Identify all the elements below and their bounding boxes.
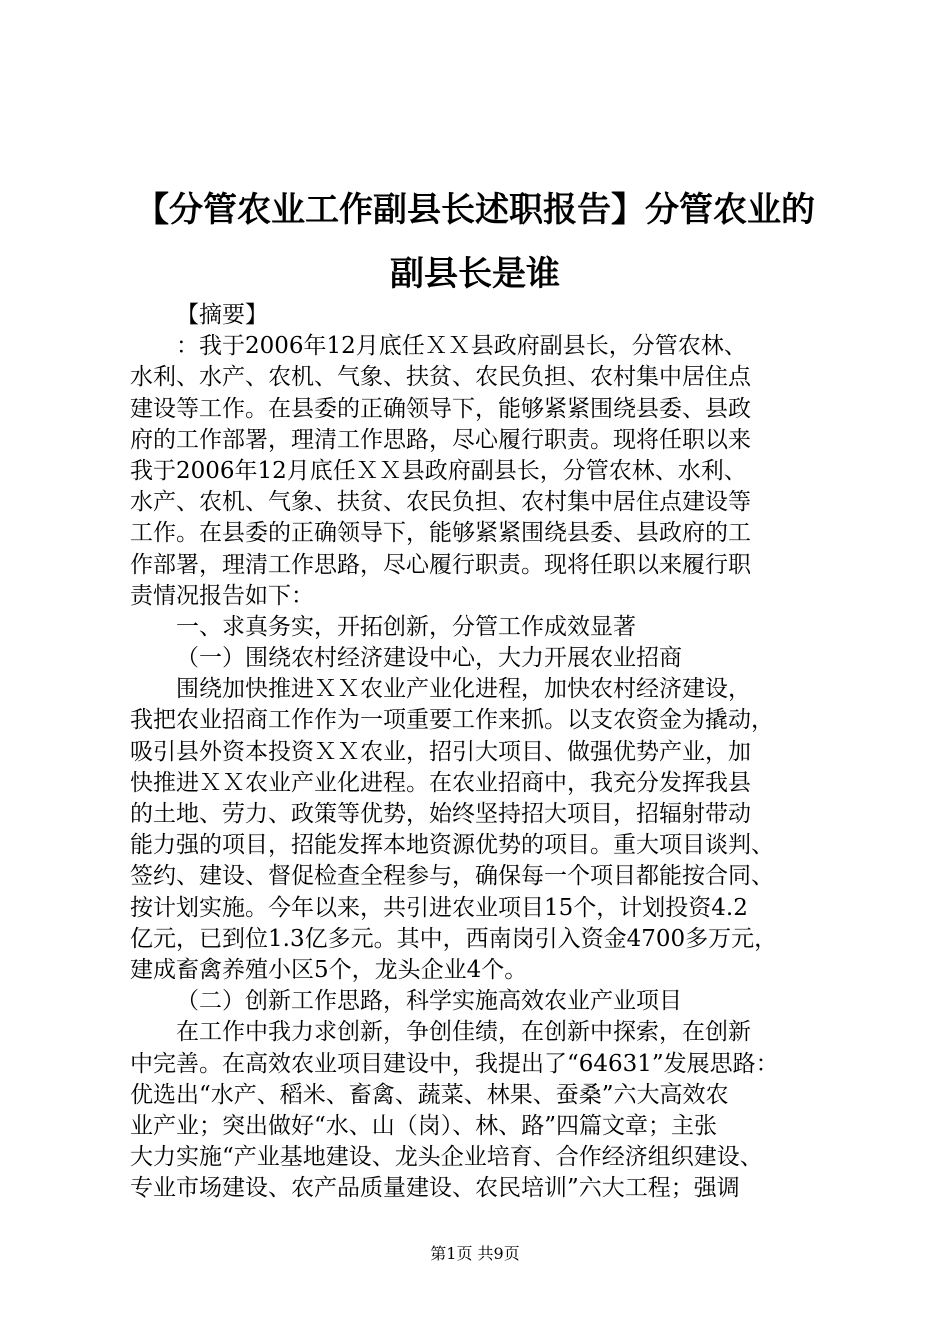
body-line: 工作。在县委的正确领导下，能够紧紧围绕县委、县政府的工 xyxy=(130,520,751,547)
body-line: 围绕加快推进ＸＸ农业产业化进程，加快农村经济建设， xyxy=(176,676,751,703)
title-line-2: 副县长是谁 xyxy=(390,254,560,294)
body-line: 按计划实施。今年以来，共引进农业项目15个，计划投资4.2 xyxy=(130,894,748,921)
body-line: 我于2006年12月底任ＸＸ县政府副县长，分管农林、水利、 xyxy=(130,457,747,484)
subsection-heading: （二）创新工作思路，科学实施高效农业产业项目 xyxy=(176,988,682,1015)
body-line: 中完善。在高效农业项目建设中，我提出了“64631”发展思路： xyxy=(130,1050,779,1077)
body-line: 建成畜禽养殖小区5个，龙头企业4个。 xyxy=(130,956,528,983)
page-number: 第1页 共9页 xyxy=(430,1244,520,1263)
body-line: 作部署，理清工作思路，尽心履行职责。现将任职以来履行职 xyxy=(130,551,751,578)
body-line: ：我于2006年12月底任ＸＸ县政府副县长，分管农林、 xyxy=(176,333,747,360)
body-line: 大力实施“产业基地建设、龙头企业培育、合作经济组织建设、 xyxy=(130,1144,763,1171)
document-body xyxy=(130,300,830,1204)
body-line: 能力强的项目，招能发挥本地资源优势的项目。重大项目谈判、 xyxy=(130,832,774,859)
body-line: 水利、水产、农机、气象、扶贫、农民负担、农村集中居住点 xyxy=(130,364,751,391)
body-line: 在工作中我力求创新，争创佳绩，在创新中探索，在创新 xyxy=(176,1019,751,1046)
body-line: 水产、农机、气象、扶贫、农民负担、农村集中居住点建设等 xyxy=(130,489,751,516)
body-line: 的土地、劳力、政策等优势，始终坚持招大项目，招辐射带动 xyxy=(130,801,751,827)
page-footer xyxy=(0,1244,950,1264)
body-line: 签约、建设、督促检查全程参与，确保每一个项目都能按合同、 xyxy=(130,863,774,890)
body-line: 责情况报告如下： xyxy=(130,582,314,609)
abstract-heading: 【摘要】 xyxy=(176,302,268,328)
title-line-1: 【分管农业工作副县长述职报告】分管农业的 xyxy=(135,190,815,230)
body-line: 我把农业招商工作作为一项重要工作来抓。以支农资金为撬动， xyxy=(130,707,774,734)
subsection-heading: （一）围绕农村经济建设中心，大力开展农业招商 xyxy=(176,645,682,672)
body-line: 快推进ＸＸ农业产业化进程。在农业招商中，我充分发挥我县 xyxy=(130,769,751,796)
body-line: 业产业；突出做好“水、山（岗）、林、路”四篇文章；主张 xyxy=(130,1112,718,1139)
body-line: 吸引县外资本投资ＸＸ农业，招引大项目、做强优势产业，加 xyxy=(130,738,751,765)
section-heading: 一、求真务实，开拓创新，分管工作成效显著 xyxy=(176,613,636,640)
body-line: 专业市场建设、农产品质量建设、农民培训”六大工程；强调 xyxy=(130,1175,740,1202)
body-line: 亿元，已到位1.3亿多元。其中，西南岗引入资金4700多万元， xyxy=(130,925,778,952)
document-title xyxy=(110,178,840,306)
body-line: 建设等工作。在县委的正确领导下，能够紧紧围绕县委、县政 xyxy=(130,395,751,422)
body-line: 优选出“水产、稻米、畜禽、蔬菜、林果、蚕桑”六大高效农 xyxy=(130,1081,729,1108)
body-line: 府的工作部署，理清工作思路，尽心履行职责。现将任职以来 xyxy=(130,426,751,453)
